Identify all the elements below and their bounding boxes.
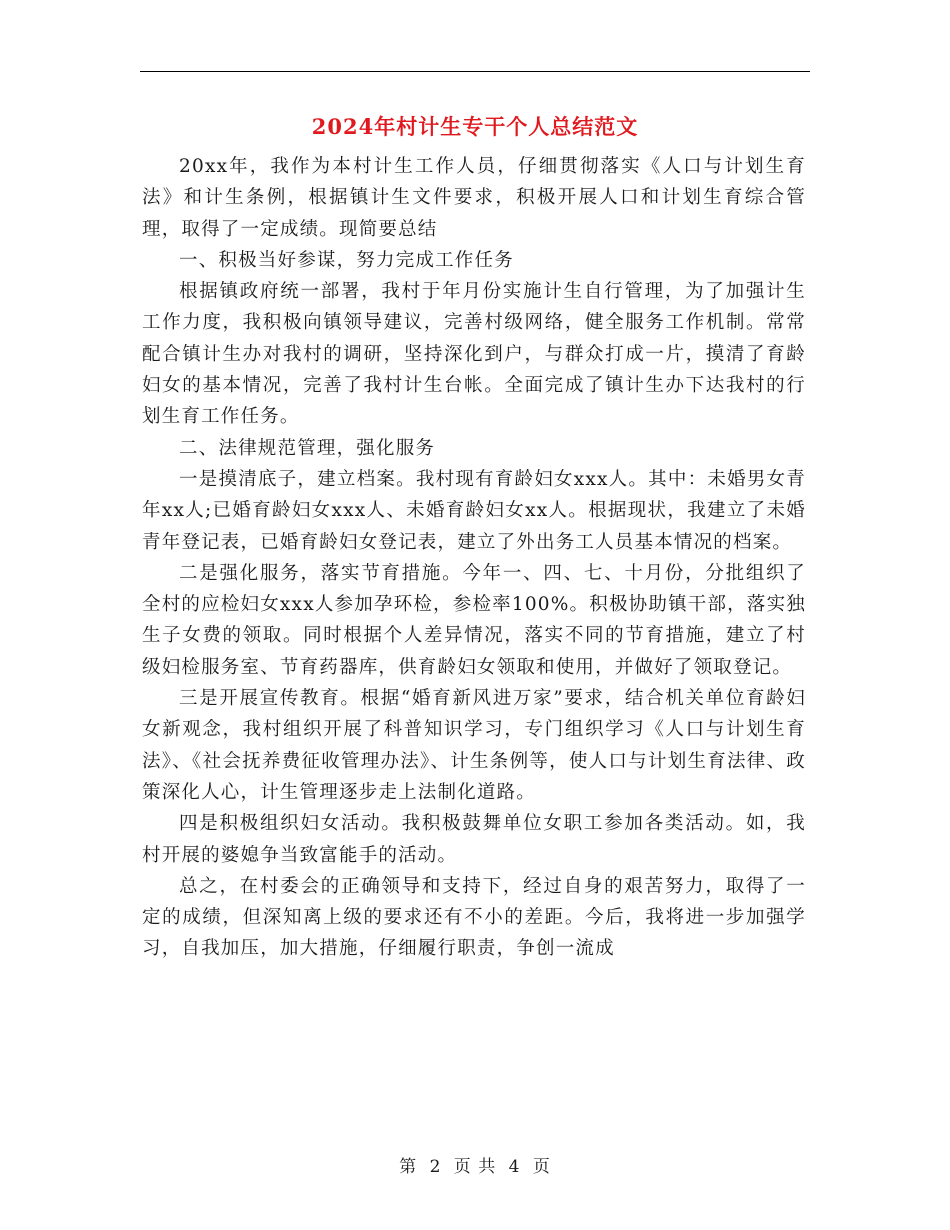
paragraph-item-4: 四是积极组织妇女活动。我积极鼓舞单位女职工参加各类活动。如，我村开展的婆媳争当致富能手的活动。 [142, 813, 806, 866]
footer-total-pages: 4 [508, 1157, 521, 1177]
section-heading-1: 一、积极当好参谋，努力完成工作任务 [179, 249, 514, 271]
page-footer [0, 1152, 950, 1177]
footer-suffix: 页 [532, 1157, 551, 1177]
paragraph-item-1: 一是摸清底子，建立档案。我村现有育龄妇女xxx人。其中：未婚男女青年xx人;已婚育龄妇女xxx人、未婚育龄妇女xx人。根据现状，我建立了未婚青年登记表，已婚育龄妇女登记表，建立了外出务工人员基本情况的档案。 [142, 468, 806, 553]
paragraph-item-3: 三是开展宣传教育。根据“婚育新风进万家”要求，结合机关单位育龄妇女新观念，我村组织开展了科普知识学习，专门组织学习《人口与计划生育法》、《社会抚养费征收管理办法》、计生条例等，使人口与计划生育法律、政策深化人心，计生管理逐步走上法制化道路。 [142, 688, 806, 803]
paragraph-intro: 20xx年，我作为本村计生工作人员，仔细贯彻落实《人口与计划生育法》和计生条例，根据镇计生文件要求，积极开展人口和计划生育综合管理，取得了一定成绩。现简要总结 [142, 156, 806, 240]
document-title: 2024年村计生专干个人总结范文 [311, 114, 639, 139]
paragraph-conclusion: 总之，在村委会的正确领导和支持下，经过自身的艰苦努力，取得了一定的成绩，但深知离上级的要求还有不小的差距。今后，我将进一步加强学习，自我加压，加大措施，仔细履行职责，争创一流成 [142, 875, 806, 960]
paragraph-section-1: 根据镇政府统一部署，我村于年月份实施计生自行管理，为了加强计生工作力度，我积极向镇领导建议，完善村级网络，健全服务工作机制。常常配合镇计生办对我村的调研，坚持深化到户，与群众打成一片，摸清了育龄妇女的基本情况，完善了我村计生台帐。全面完成了镇计生办下达我村的行划生育工作任务。 [142, 281, 806, 428]
footer-middle: 页 共 [453, 1157, 497, 1177]
section-heading-2: 二、法律规范管理，强化服务 [179, 437, 436, 459]
document-body [142, 151, 806, 965]
paragraph-item-2: 二是强化服务，落实节育措施。今年一、四、七、十月份，分批组织了全村的应检妇女xxx人参加孕环检，参检率100%。积极协助镇干部，落实独生子女费的领取。同时根据个人差异情况，落实不同的节育措施，建立了村级妇检服务室、节育药器库，供育龄妇女领取和使用，并做好了领取登记。 [142, 562, 806, 678]
header-rule [140, 71, 810, 72]
footer-page-number: 2 [429, 1157, 442, 1177]
footer-prefix: 第 [399, 1157, 418, 1177]
